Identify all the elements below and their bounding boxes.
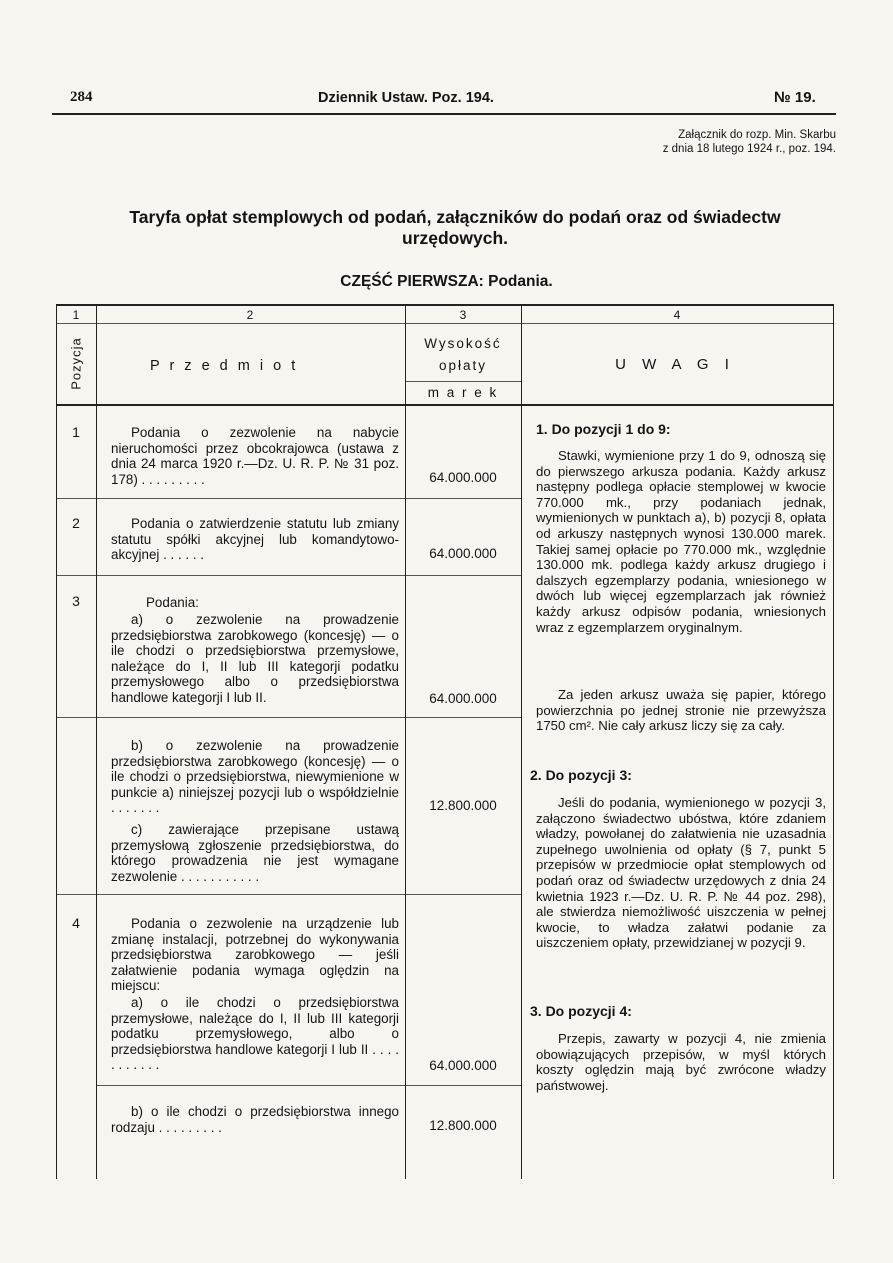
row-3b-subject: b) o zezwolenie na prowadzenie przedsiębiorstwa zarobkowego (koncesję) — o ile chodzi o przedsiębiorstwa, niewymienione w punkcie a) niniejszej pozycji lub o współdzielnie . . . . . . . [111, 738, 399, 816]
row-4-subject: Podania o zezwolenie na urządzenie lub zmianę instalacji, potrzebnej do wykonywania przedsiębiorstwa zarobkowego — jeśli załatwienie podania wymaga oględzin na miejscu: [111, 916, 399, 994]
header-rule [52, 113, 836, 115]
row-3-intro: Podania: [146, 595, 199, 610]
row-3-position: 3 [72, 593, 80, 609]
annex-line-1: Załącznik do rozp. Min. Skarbu [678, 129, 836, 141]
row-sep-5 [96, 1085, 521, 1086]
row-4a-subject: a) o ile chodzi o przedsiębiorstwa przemysłowe, należące do I, II lub III kategorji podatku przemysłowego, albo o przedsiębiorstwa handlowe kategorji I lub II . . . . . . . . . . . [111, 995, 399, 1073]
col-line-0 [56, 304, 57, 1179]
row-sep-4 [56, 894, 521, 895]
header-bottom-rule [56, 404, 833, 406]
table-top-rule [56, 304, 833, 306]
row-3b-amount: 12.800.000 [429, 798, 497, 813]
row-3a-subject: a) o zezwolenie na prowadzenie przedsiębiorstwa zarobkowego (koncesję) — o ile chodzi o przedsiębiorstwa przemysłowe, należące do I, II lub III kategorji podatku przemysłowego albo o przedsiębiorstwa handlowe kategorji I lub II. [111, 612, 399, 705]
header-remarks: U W A G I [615, 356, 735, 373]
remark-3-paragraph-1: Przepis, zawarty w pozycji 4, nie zmienia obowiązujących przepisów, w myśl których koszty oględzin mają być zwrócone władzy państwowej. [536, 1031, 826, 1093]
colnum-rule [56, 323, 833, 324]
row-sep-3 [56, 717, 521, 718]
header-subject: P r z e d m i o t [150, 358, 296, 374]
remark-3-heading: 3. Do pozycji 4: [530, 1003, 632, 1019]
page-number: 284 [70, 89, 93, 105]
remark-1-paragraph-1: Stawki, wymienione przy 1 do 9, odnoszą się do pierwszego arkusza podania. Każdy arkusz następny podlega opłacie stemplowej w kwocie 770.000 mk., przy podaniach jednak, wymienionych w punktach a), b) pozycji 8, opłata od arkuszy następnych wynosi 130.000 marek. Takiej samej opłacie po 770.000 mk., względnie 130.000 mk. podlega każdy arkusz drugiego i dalszych egzemplarzy podania, wniesionego w dwóch lub więcej egzemplarzach jak również każdy arkusz odpisów podania, wniesionych wraz z egzemplarzem oryginalnym. [536, 448, 826, 635]
row-3c-subject: c) zawierające przepisane ustawą przemysłową zgłoszenie przedsiębiorstwa, do którego prowadzenia nie jest wymagane zezwolenie . . . . . . . . . . . [111, 822, 399, 884]
document-title [60, 207, 850, 249]
remark-2-paragraph-1: Jeśli do podania, wymienionego w pozycji 3, załączono świadectwo ubóstwa, które zdaniem władzy, powołanej do załatwienia nie uzasadnia zupełnego uwolnienia od opłaty (§ 7, punkt 5 przepisów w przedmiocie opłat stemplowych od podań oraz od świadectw urzędowych z dnia 24 kwietnia 1923 r.—Dz. U. R. P. № 44 poz. 298), ale stwierdza niemożliwość uiszczenia w pełnej kwocie, to władza załatwi podanie za uiszczeniem opłaty, przewidzianej w pozycji 9. [536, 795, 826, 951]
header-amount: Wysokość opłaty [424, 336, 502, 373]
row-1-position: 1 [72, 424, 80, 440]
row-3a-amount: 64.000.000 [429, 691, 497, 706]
issue-number: № 19. [774, 89, 816, 106]
row-4a-amount: 64.000.000 [429, 1058, 497, 1073]
remark-1-paragraph-2: Za jeden arkusz uważa się papier, którego powierzchnia po jednej stronie nie przewyższa 1750 cm². Nie cały arkusz liczy się za cały. [536, 687, 826, 734]
header-unit: m a r e k [427, 385, 499, 400]
row-2-subject: Podania o zatwierdzenie statutu lub zmiany statutu spółki akcyjnej lub komandytowo-akcyjnej . . . . . . [111, 516, 399, 563]
row-2-amount: 64.000.000 [429, 546, 497, 561]
col-line-4 [833, 304, 834, 1179]
col-number-1: 1 [72, 308, 80, 322]
row-4b-amount: 12.800.000 [429, 1118, 497, 1133]
title-line-1: Taryfa opłat stemplowych od podań, załączników do podań oraz od świadectw [129, 207, 781, 227]
title-line-2: urzędowych. [402, 228, 508, 248]
col-number-3: 3 [459, 308, 467, 322]
col-line-2 [405, 304, 406, 1179]
row-1-amount: 64.000.000 [429, 470, 497, 485]
col-number-4: 4 [673, 308, 681, 322]
row-1-subject: Podania o zezwolenie na nabycie nieruchomości przez obcokrajowca (ustawa z dnia 24 marca 1920 r.—Dz. U. R. P. № 31 poz. 178) . . . . . . . . . [111, 425, 399, 487]
col-number-2: 2 [246, 308, 254, 322]
annex-note [600, 128, 836, 156]
row-4-position: 4 [72, 915, 80, 931]
annex-line-2: z dnia 18 lutego 1924 r., poz. 194. [662, 143, 836, 155]
unit-rule [405, 381, 521, 382]
row-4b-subject: b) o ile chodzi o przedsiębiorstwa innego rodzaju . . . . . . . . . [111, 1104, 399, 1135]
header-position: Pozycja [68, 337, 84, 390]
part-heading: CZĘŚĆ PIERWSZA: Podania. [340, 273, 553, 290]
col-line-3 [521, 304, 522, 1179]
row-sep-1 [56, 498, 521, 499]
row-sep-2 [56, 575, 521, 576]
remark-1-heading: 1. Do pozycji 1 do 9: [536, 421, 671, 437]
row-2-position: 2 [72, 515, 80, 531]
journal-title: Dziennik Ustaw. Poz. 194. [318, 90, 494, 106]
col-line-1 [96, 304, 97, 1179]
remark-2-heading: 2. Do pozycji 3: [530, 767, 632, 783]
